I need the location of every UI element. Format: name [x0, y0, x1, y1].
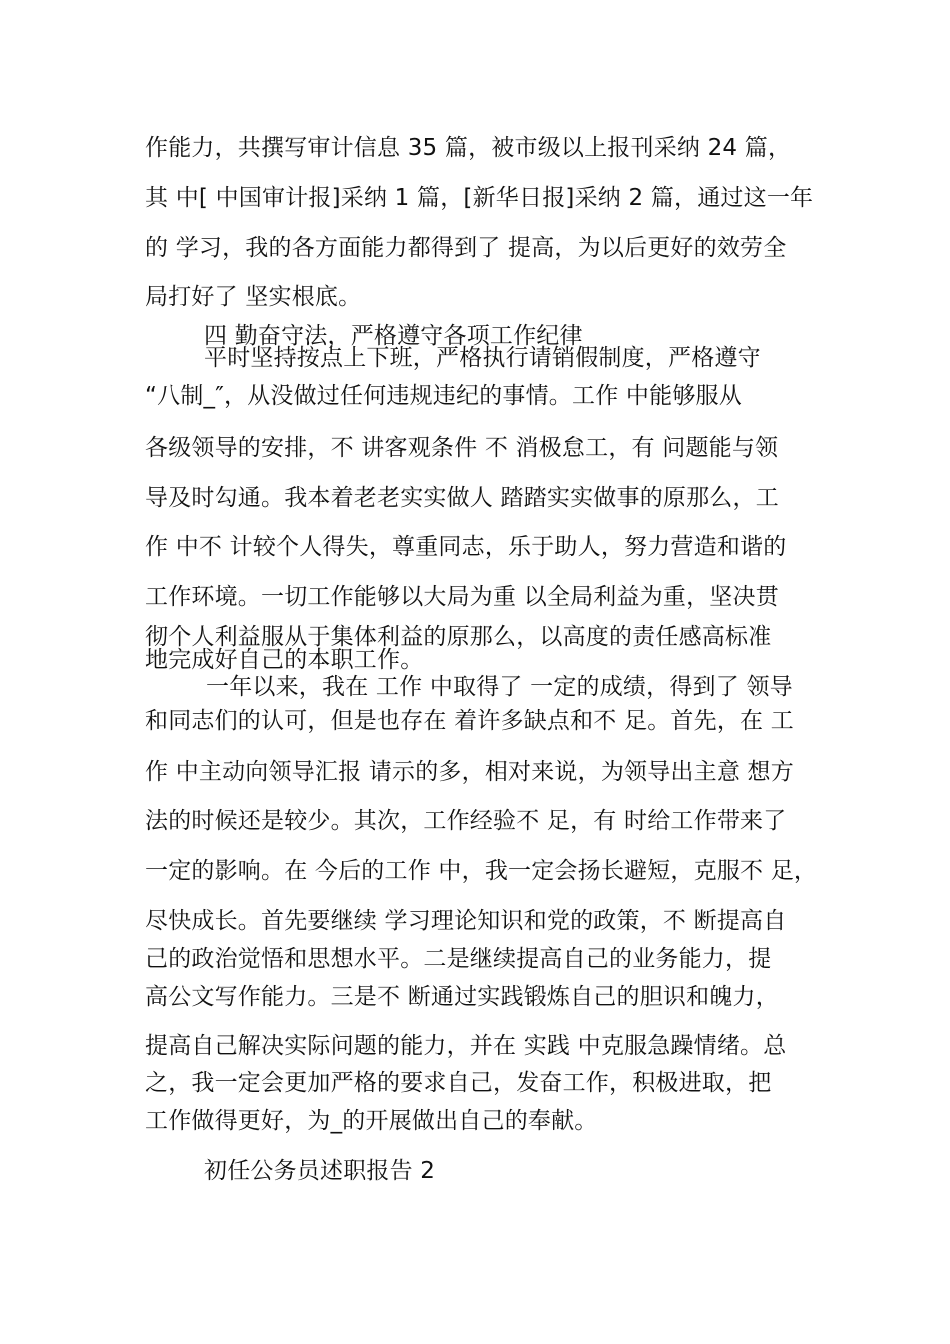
paragraph-line: 作 中主动向领导汇报 请示的多，相对来说，为领导出主意 想方 [145, 759, 794, 785]
paragraph-line: 作能力，共撰写审计信息 35 篇，被市级以上报刊采纳 24 篇， [145, 135, 792, 161]
report-title: 初任公务员述职报告 2 [204, 1158, 436, 1184]
paragraph-line: 之，我一定会更加严格的要求自己，发奋工作，积极进取，把 [145, 1070, 772, 1096]
paragraph-line: 工作做得更好，为_的开展做出自己的奉献。 [145, 1108, 598, 1134]
paragraph-line: 作 中不 计较个人得失，尊重同志，乐于助人，努力营造和谐的 [145, 534, 787, 560]
paragraph-line: 法的时候还是较少。其次，工作经验不 足，有 时给工作带来了 [145, 808, 787, 834]
paragraph-line: 高公文写作能力。三是不 断通过实践锻炼自己的胆识和魄力， [145, 984, 779, 1010]
paragraph-line: 各级领导的安排，不 讲客观条件 不 消极怠工，有 问题能与领 [145, 435, 779, 461]
paragraph-line: 局打好了 坚实根底。 [145, 284, 362, 310]
paragraph-line: 工作环境。一切工作能够以大局为重 以全局利益为重，坚决贯 [145, 584, 779, 610]
paragraph-line: 地完成好自己的本职工作。 [145, 647, 424, 673]
paragraph-line: 平时坚持按点上下班，严格执行请销假制度，严格遵守 [204, 345, 761, 371]
paragraph-line: 己的政治觉悟和思想水平。二是继续提高自己的业务能力，提 [145, 946, 772, 972]
paragraph-line: 和同志们的认可，但是也存在 着许多缺点和不 足。首先，在 工 [145, 708, 794, 734]
paragraph-line: 导及时勾通。我本着老老实实做人 踏踏实实做事的原那么，工 [145, 485, 779, 511]
paragraph-line: 尽快成长。首先要继续 学习理论知识和党的政策，不 断提高自 [145, 908, 787, 934]
paragraph-line: 其 中[ 中国审计报]采纳 1 篇，[新华日报]采纳 2 篇，通过这一年 [145, 185, 814, 211]
section-heading: 四 勤奋守法，严格遵守各项工作纪律 [204, 323, 583, 349]
paragraph-line: 提高自己解决实际问题的能力，并在 实践 中克服急躁情绪。总 [145, 1033, 787, 1059]
paragraph-line: “八制_″，从没做过任何违规违纪的事情。工作 中能够服从 [145, 383, 742, 409]
paragraph-line: 的 学习，我的各方面能力都得到了 提高，为以后更好的效劳全 [145, 235, 787, 261]
paragraph-line: 一定的影响。在 今后的工作 中，我一定会扬长避短，克服不 足， [145, 858, 818, 884]
paragraph-line: 一年以来，我在 工作 中取得了 一定的成绩，得到了 领导 [206, 674, 793, 700]
paragraph-line: 彻个人利益服从于集体利益的原那么，以高度的责任感高标准 [145, 624, 772, 650]
